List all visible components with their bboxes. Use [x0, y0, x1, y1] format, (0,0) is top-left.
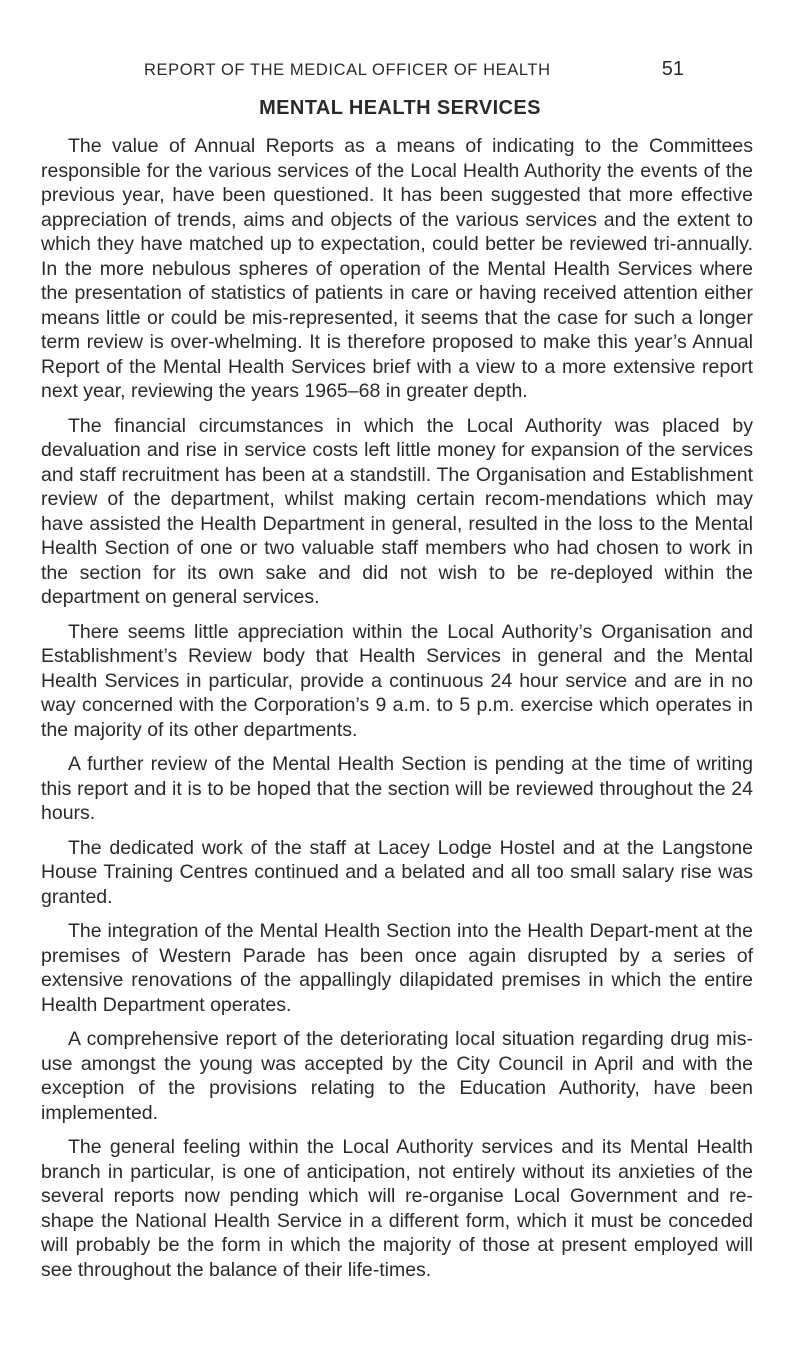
paragraph-1: The value of Annual Reports as a means of indicating to the Committees responsible for the various services of the Local Health Authority the events of the previous year, have been questioned. It has been suggested that more effective appreciation of trends, aims and objects of the various services and the extent to which they have matched up to expectation, could better be reviewed tri-annually. In the more nebulous spheres of operation of the Mental Health Services where the presentation of statistics of patients in care or having received attention either means little or could be mis-represented, it seems that the case for such a longer term review is over-whelming. It is therefore proposed to make this year’s Annual Report of the Mental Health Services brief with a view to a more extensive report next year, reviewing the years 1965–68 in greater depth. [41, 135, 753, 402]
paragraph-2: The financial circumstances in which the Local Authority was placed by devaluation and rise in service costs left little money for expansion of the services and staff recruitment has been at a standstill. The Organisation and Establishment review of the department, whilst making certain recom-mendations which may have assisted the Health Department in general, resulted in the loss to the Mental Health Section of one or two valuable staff members who had chosen to work in the section for its own sake and did not wish to be re-deployed within the department on general services. [41, 414, 753, 608]
paragraph-4: A further review of the Mental Health Section is pending at the time of writing this report and it is to be hoped that the section will be reviewed throughout the 24 hours. [41, 753, 753, 824]
running-title: REPORT OF THE MEDICAL OFFICER OF HEALTH [144, 61, 551, 79]
paragraph-8: The general feeling within the Local Authority services and its Mental Health branch in particular, is one of anticipation, not entirely without its anxieties of the several reports now pending which will re-organise Local Government and re-shape the National Health Service in a different form, which it must be conceded will probably be the form in which the majority of those at present employed will see throughout the balance of their life-times. [41, 1136, 753, 1281]
running-header [144, 58, 684, 81]
paragraph-6: The integration of the Mental Health Section into the Health Depart-ment at the premises of Western Parade has been once again disrupted by a series of extensive renovations of the appallingly dilapidated premises in which the entire Health Department operates. [41, 920, 753, 1016]
body-text [41, 134, 753, 1292]
section-title: MENTAL HEALTH SERVICES [259, 97, 541, 119]
paragraph-5: The dedicated work of the staff at Lacey Lodge Hostel and at the Langstone House Training Centres continued and a belated and all too small salary rise was granted. [41, 836, 753, 908]
paragraph-3: There seems little appreciation within the Local Authority’s Organisation and Establishment’s Review body that Health Services in general and the Mental Health Services in particular, provide a continuous 24 hour service and are in no way concerned with the Corporation’s 9 a.m. to 5 p.m. exercise which operates in the majority of its other departments. [41, 620, 753, 741]
page-number: 51 [661, 58, 684, 80]
paragraph-7: A comprehensive report of the deteriorating local situation regarding drug mis-use amongst the young was accepted by the City Council in April and with the exception of the provisions relating to the Education Authority, have been implemented. [41, 1028, 753, 1124]
